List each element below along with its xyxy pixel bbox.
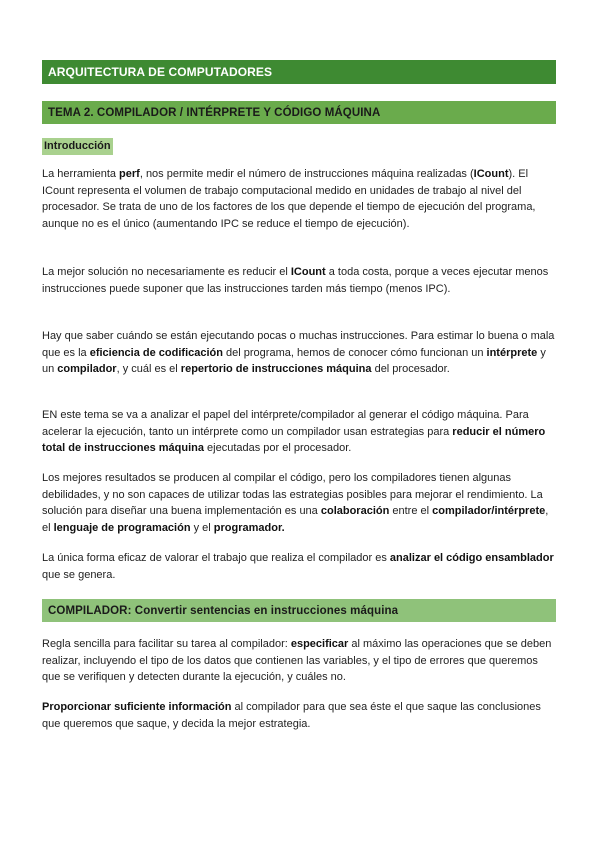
bold-term: analizar el código ensamblador — [389, 552, 554, 564]
intro-heading: Introducción — [42, 138, 113, 155]
bold-term: intérprete — [486, 346, 538, 359]
topic-header — [42, 101, 556, 124]
course-title: ARQUITECTURA DE COMPUTADORES — [48, 65, 273, 79]
paragraph-eficiencia: Hay que saber cuándo se están ejecutando pocas o muchas instrucciones. Para estimar lo buena o mala que es la eficiencia de codificación del programa, hemos de conocer cómo funcionan un intérprete y un compilador, y cuál es el repertorio de instrucciones máquina del procesador. — [42, 330, 555, 376]
bold-term: eficiencia de codificación — [89, 346, 223, 359]
paragraph-ensamblador: La única forma eficaz de valorar el trabajo que realiza el compilador es analizar el código ensamblador que se genera. — [42, 552, 554, 581]
bold-term: programador. — [213, 521, 285, 534]
bold-term: compilador/intérprete — [432, 505, 546, 518]
bold-term: especificar — [290, 638, 349, 650]
bold-term: lenguaje de programación — [53, 521, 191, 534]
paragraph-regla: Regla sencilla para facilitar su tarea al compilador: especificar al máximo las operaciones que se deben realizar, incluyendo el tipo de los datos que contienen las variables, y el tipo de errores que queremos que se verifiquen y detecten durante la ejecución, y cuáles no. — [42, 638, 552, 684]
paragraph-perf: La herramienta perf, nos permite medir el número de instrucciones máquina realizadas (ICount). El ICount representa el volumen de trabajo computacional medido en unidades de trabajo al nivel del procesador. Se trata de uno de los factores de los que depende el tiempo de ejecución del programa, aunque no es el único (aumentando IPC se reduce el tiempo de ejecución). — [42, 168, 536, 230]
bold-term: ICount — [290, 266, 326, 278]
bold-term: repertorio de instrucciones máquina — [180, 363, 372, 376]
paragraph-resultados: Los mejores resultados se producen al compilar el código, pero los compiladores tienen algunas debilidades, y no son capaces de utilizar todas las estrategias posibles para mejorar el rendimiento. La solución para diseñar una buena implementación es una colaboración entre el compilador/intérprete, el lenguaje de programación y el programador. — [42, 472, 549, 534]
compiler-title: COMPILADOR: Convertir sentencias en instrucciones máquina — [48, 604, 399, 617]
compiler-header — [42, 599, 556, 622]
bold-term: colaboración — [320, 505, 390, 518]
bold-term: compilador — [57, 363, 117, 376]
paragraph-tema: EN este tema se va a analizar el papel del intérprete/compilador al generar el código máquina. Para acelerar la ejecución, tanto un intérprete como un compilador usan estrategias para reducir el número total de instrucciones máquina ejecutadas por el procesador. — [42, 409, 546, 455]
paragraph-icount: La mejor solución no necesariamente es reducir el ICount a toda costa, porque a veces ejecutar menos instrucciones puede suponer que las instrucciones tarden más tiempo (menos IPC). — [42, 266, 549, 295]
bold-term: Proporcionar suficiente información — [42, 701, 232, 713]
paragraph-proporcionar: Proporcionar suficiente información al compilador para que sea éste el que saque las conclusiones que queremos que saque, y decida la mejor estrategia. — [42, 701, 541, 730]
bold-term: perf — [119, 168, 140, 180]
bold-term: ICount — [473, 168, 509, 180]
course-header — [42, 60, 556, 84]
topic-title: TEMA 2. COMPILADOR / INTÉRPRETE Y CÓDIGO MÁQUINA — [48, 106, 381, 119]
bold-term: reducir el número total de instrucciones máquina — [42, 425, 546, 455]
